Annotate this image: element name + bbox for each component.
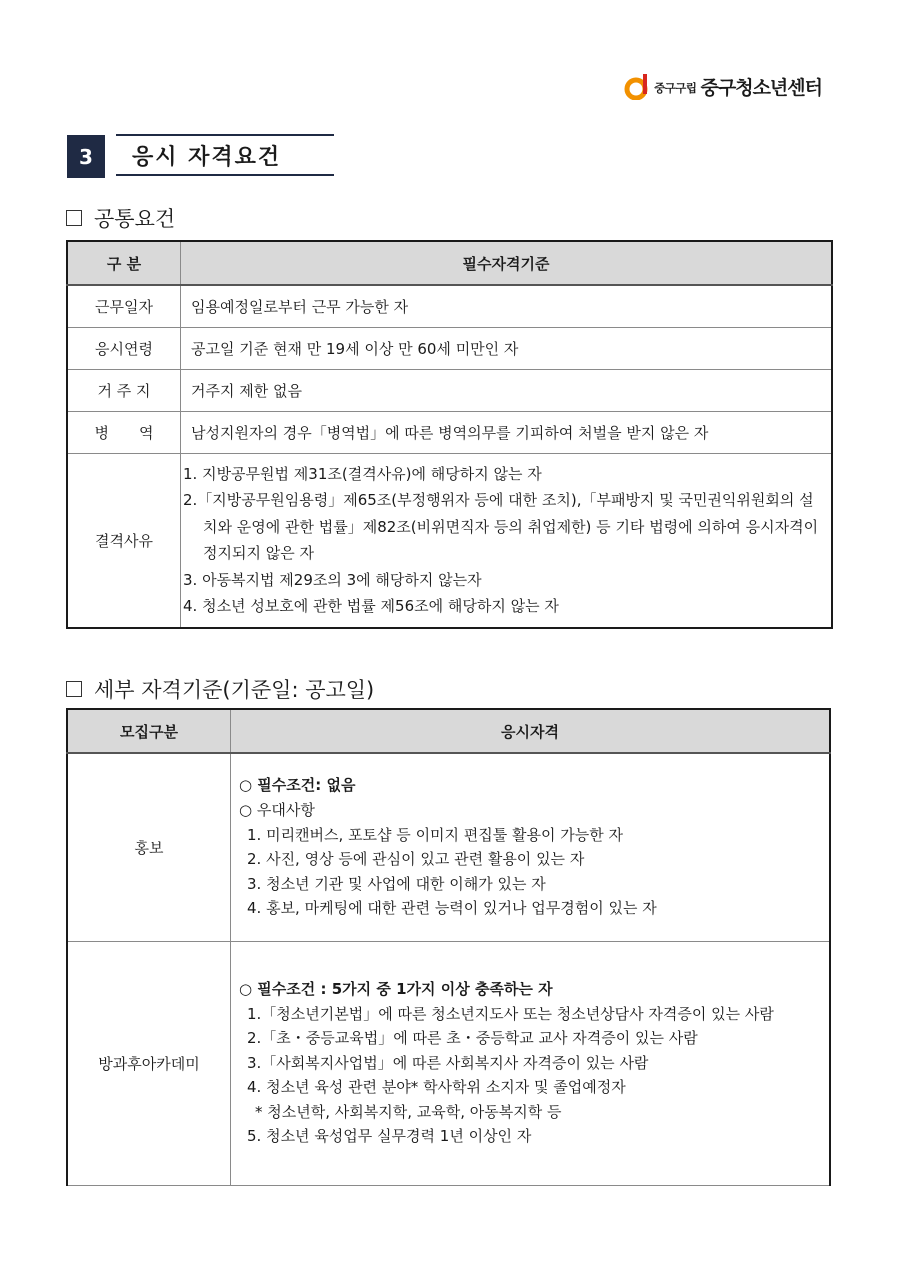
checkbox-icon	[66, 210, 82, 226]
detail-col-header-position: 모집구분	[67, 709, 231, 753]
list-item: 3. 아동복지법 제29조의 3에 해당하지 않는자	[183, 570, 482, 589]
detail-heading-text: 세부 자격기준(기준일: 공고일)	[94, 678, 375, 702]
common-heading-text: 공통요건	[94, 207, 176, 231]
row-label: 병 역	[67, 411, 181, 453]
detail-requirements-heading	[66, 674, 374, 704]
logo-subtitle: 중구구립	[654, 80, 697, 95]
organization-logo	[624, 72, 822, 100]
table-row	[67, 411, 832, 453]
list-item: 1.「청소년기본법」에 따른 청소년지도사 또는 청소년상담사 자격증이 있는 사람	[247, 1004, 774, 1023]
logo-mark-icon	[624, 72, 650, 100]
list-item: 4. 청소년 육성 관련 분야* 학사학위 소지자 및 졸업예정자	[247, 1078, 626, 1097]
required-condition: ○ 필수조건 : 5가지 중 1가지 이상 충족하는 자	[239, 979, 553, 998]
list-item: 4. 홍보, 마케팅에 대한 관련 능력이 있거나 업무경험이 있는 자	[247, 899, 657, 918]
table-row	[67, 753, 830, 941]
list-item: 2.「지방공무원임용령」제65조(부정행위자 등에 대한 조치),「부패방지 및 국민권익위원회의 설치와 운영에 관한 법률」제82조(비위면직자 등의 취업제한) 등 기타 법령에 의하여 응시자격이 정지되지 않은 자	[183, 491, 819, 562]
common-requirements-heading	[66, 203, 175, 233]
list-item: 3.「사회복지사업법」에 따른 사회복지사 자격증이 있는 사람	[247, 1053, 649, 1072]
row-value: 남성지원자의 경우「병역법」에 따른 병역의무를 기피하여 처벌을 받지 않은 자	[181, 411, 833, 453]
row-value: 공고일 기준 현재 만 19세 이상 만 60세 미만인 자	[181, 327, 833, 369]
row-label: 응시연령	[67, 327, 181, 369]
checkbox-icon	[66, 681, 82, 697]
table-row	[67, 285, 832, 327]
list-item: 2.「초・중등교육법」에 따른 초・중등학교 교사 자격증이 있는 사람	[247, 1029, 698, 1048]
list-item-note: * 청소년학, 사회복지학, 교육학, 아동복지학 등	[255, 1102, 562, 1121]
row-value: 임용예정일로부터 근무 가능한 자	[181, 285, 833, 327]
section-number: 3	[67, 135, 105, 178]
list-item: 2. 사진, 영상 등에 관심이 있고 관련 활용이 있는 자	[247, 850, 585, 869]
row-label: 근무일자	[67, 285, 181, 327]
preference-heading: ○ 우대사항	[239, 801, 315, 820]
row-value: 거주지 제한 없음	[181, 369, 833, 411]
list-item: 1. 미리캔버스, 포토샵 등 이미지 편집툴 활용이 가능한 자	[247, 825, 624, 844]
row-label: 거 주 지	[67, 369, 181, 411]
position-label: 방과후아카데미	[67, 941, 231, 1185]
row-label: 결격사유	[67, 453, 181, 628]
disqualification-list	[183, 455, 830, 626]
common-col-header-criteria: 필수자격기준	[181, 241, 833, 285]
detail-requirements-table	[66, 708, 831, 1186]
required-condition: ○ 필수조건: 없음	[239, 776, 356, 795]
detail-col-header-qualification: 응시자격	[231, 709, 831, 753]
list-item: 3. 청소년 기관 및 사업에 대한 이해가 있는 자	[247, 874, 546, 893]
table-row	[67, 327, 832, 369]
list-item: 1. 지방공무원법 제31조(결격사유)에 해당하지 않는 자	[183, 464, 542, 483]
table-row	[67, 941, 830, 1185]
common-col-header-category: 구 분	[67, 241, 181, 285]
list-item: 5. 청소년 육성업무 실무경력 1년 이상인 자	[247, 1127, 532, 1146]
table-row	[67, 453, 832, 628]
position-label: 홍보	[67, 753, 231, 941]
section-title: 응시 자격요건	[116, 134, 334, 176]
list-item: 4. 청소년 성보호에 관한 법률 제56조에 해당하지 않는 자	[183, 597, 559, 615]
common-requirements-table	[66, 240, 833, 629]
logo-title: 중구청소년센터	[700, 76, 822, 99]
table-row	[67, 369, 832, 411]
